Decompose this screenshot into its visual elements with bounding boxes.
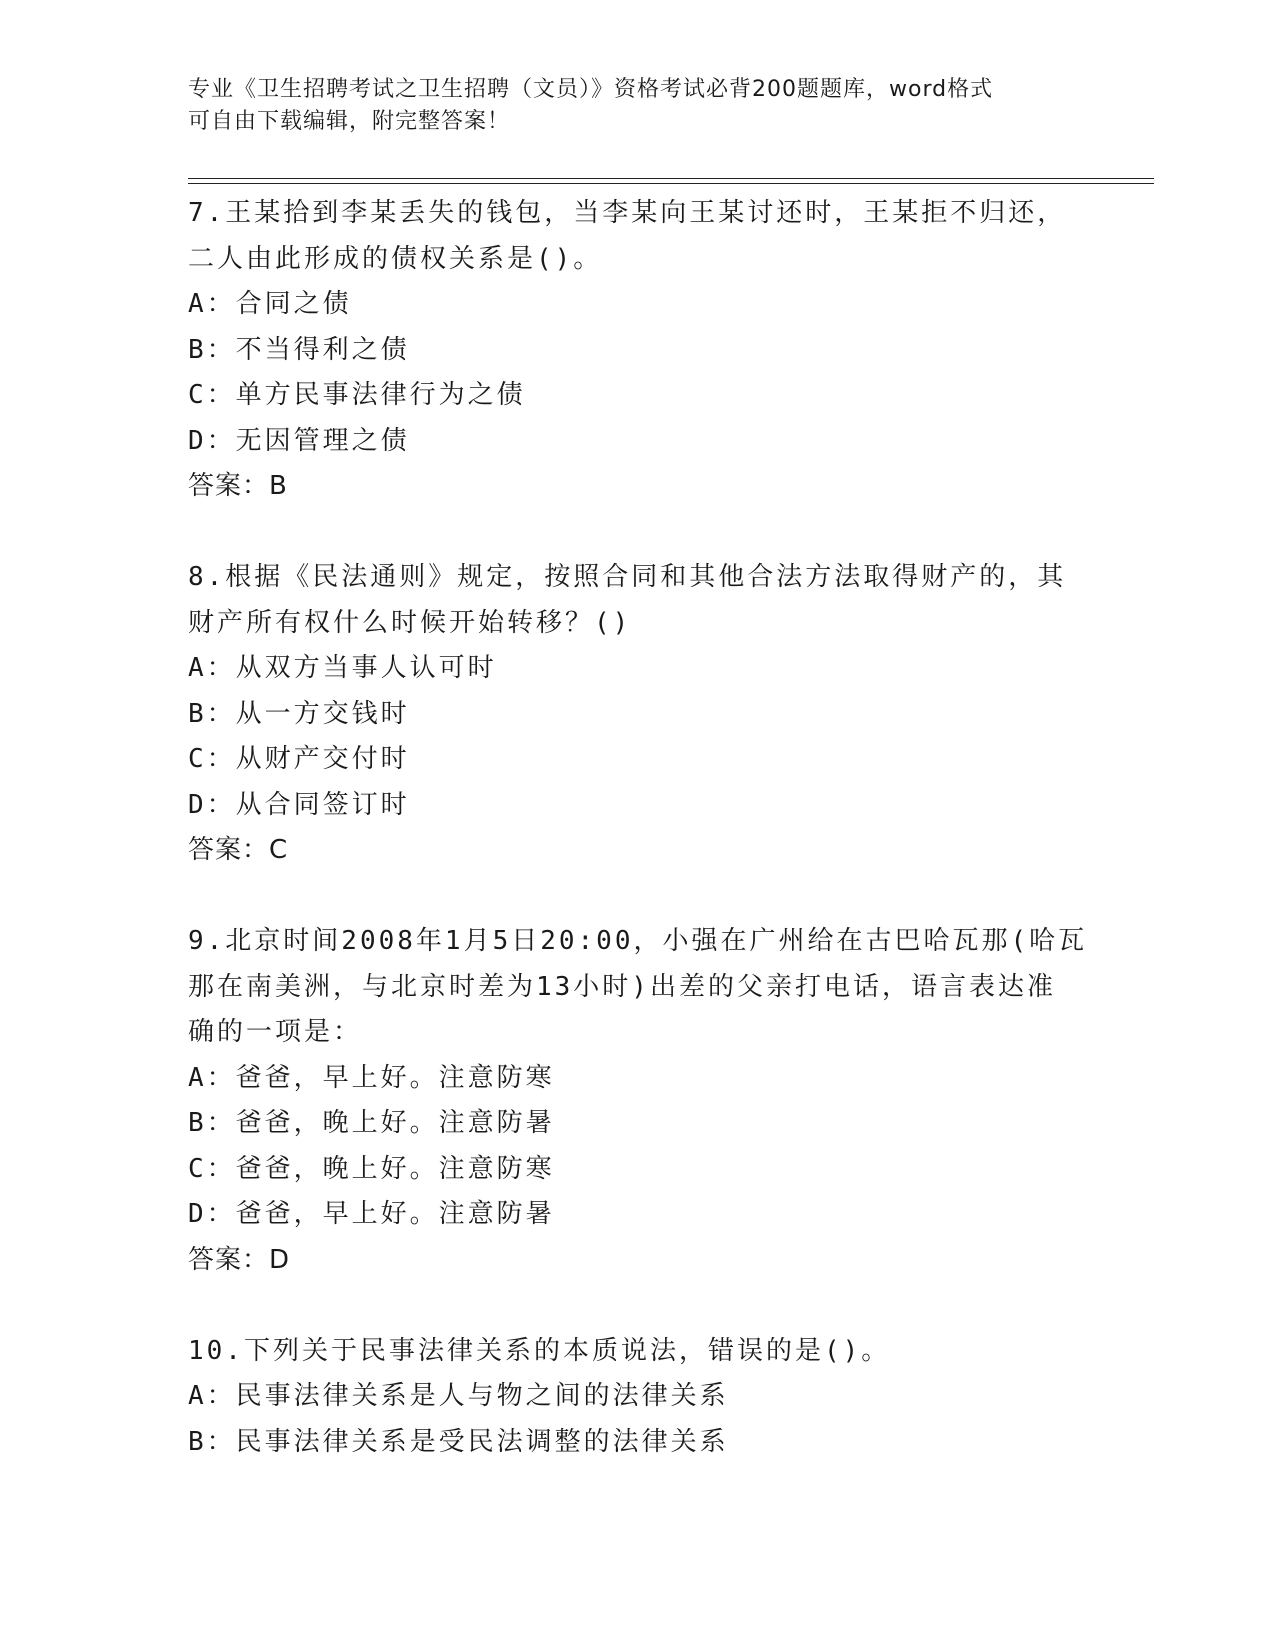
question-text-line: 10.下列关于民事法律关系的本质说法，错误的是()。 <box>188 1335 891 1366</box>
option-d: D：爸爸，早上好。注意防暑 <box>188 1199 555 1229</box>
document-header <box>188 74 1068 138</box>
question-9 <box>188 919 1088 1283</box>
header-divider-bottom <box>188 183 1154 184</box>
answer-line: 答案：D <box>188 1244 291 1275</box>
header-line-1: 专业《卫生招聘考试之卫生招聘（文员）》资格考试必背200题题库，word格式 <box>188 77 994 102</box>
option-c: C：单方民事法律行为之债 <box>188 380 526 410</box>
option-a: A：爸爸，早上好。注意防寒 <box>188 1062 555 1093</box>
option-b: B：从一方交钱时 <box>188 698 410 729</box>
option-b: B：民事法律关系是受民法调整的法律关系 <box>188 1426 729 1457</box>
header-line-2: 可自由下载编辑，附完整答案！ <box>188 109 511 134</box>
question-text-line: 确的一项是： <box>188 1017 363 1047</box>
question-text-line: 8.根据《民法通则》规定，按照合同和其他合法方法取得财产的，其 <box>188 562 1067 592</box>
answer-line: 答案：C <box>188 835 289 865</box>
question-10 <box>188 1329 1088 1466</box>
option-c: C：爸爸，晚上好。注意防寒 <box>188 1153 555 1184</box>
question-text-line: 财产所有权什么时候开始转移？() <box>188 607 632 638</box>
option-c: C：从财产交付时 <box>188 744 410 774</box>
option-d: D：从合同签订时 <box>188 789 410 820</box>
question-text-line: 9.北京时间2008年1月5日20:00，小强在广州给在古巴哈瓦那(哈瓦 <box>188 926 1088 956</box>
question-list <box>188 191 1088 1465</box>
answer-line: 答案：B <box>188 471 288 501</box>
question-text-line: 那在南美洲，与北京时差为13小时)出差的父亲打电话，语言表达准 <box>188 971 1056 1002</box>
option-b: B：爸爸，晚上好。注意防暑 <box>188 1108 555 1138</box>
question-text-line: 二人由此形成的债权关系是()。 <box>188 243 603 274</box>
option-d: D：无因管理之债 <box>188 425 410 456</box>
option-b: B：不当得利之债 <box>188 334 410 365</box>
question-8 <box>188 555 1088 874</box>
option-a: A：民事法律关系是人与物之间的法律关系 <box>188 1381 729 1411</box>
question-7 <box>188 191 1088 510</box>
option-a: A：从双方当事人认可时 <box>188 653 497 683</box>
header-divider-top <box>188 178 1154 179</box>
option-a: A：合同之债 <box>188 289 352 319</box>
question-text-line: 7.王某拾到李某丢失的钱包，当李某向王某讨还时，王某拒不归还， <box>188 198 1067 228</box>
